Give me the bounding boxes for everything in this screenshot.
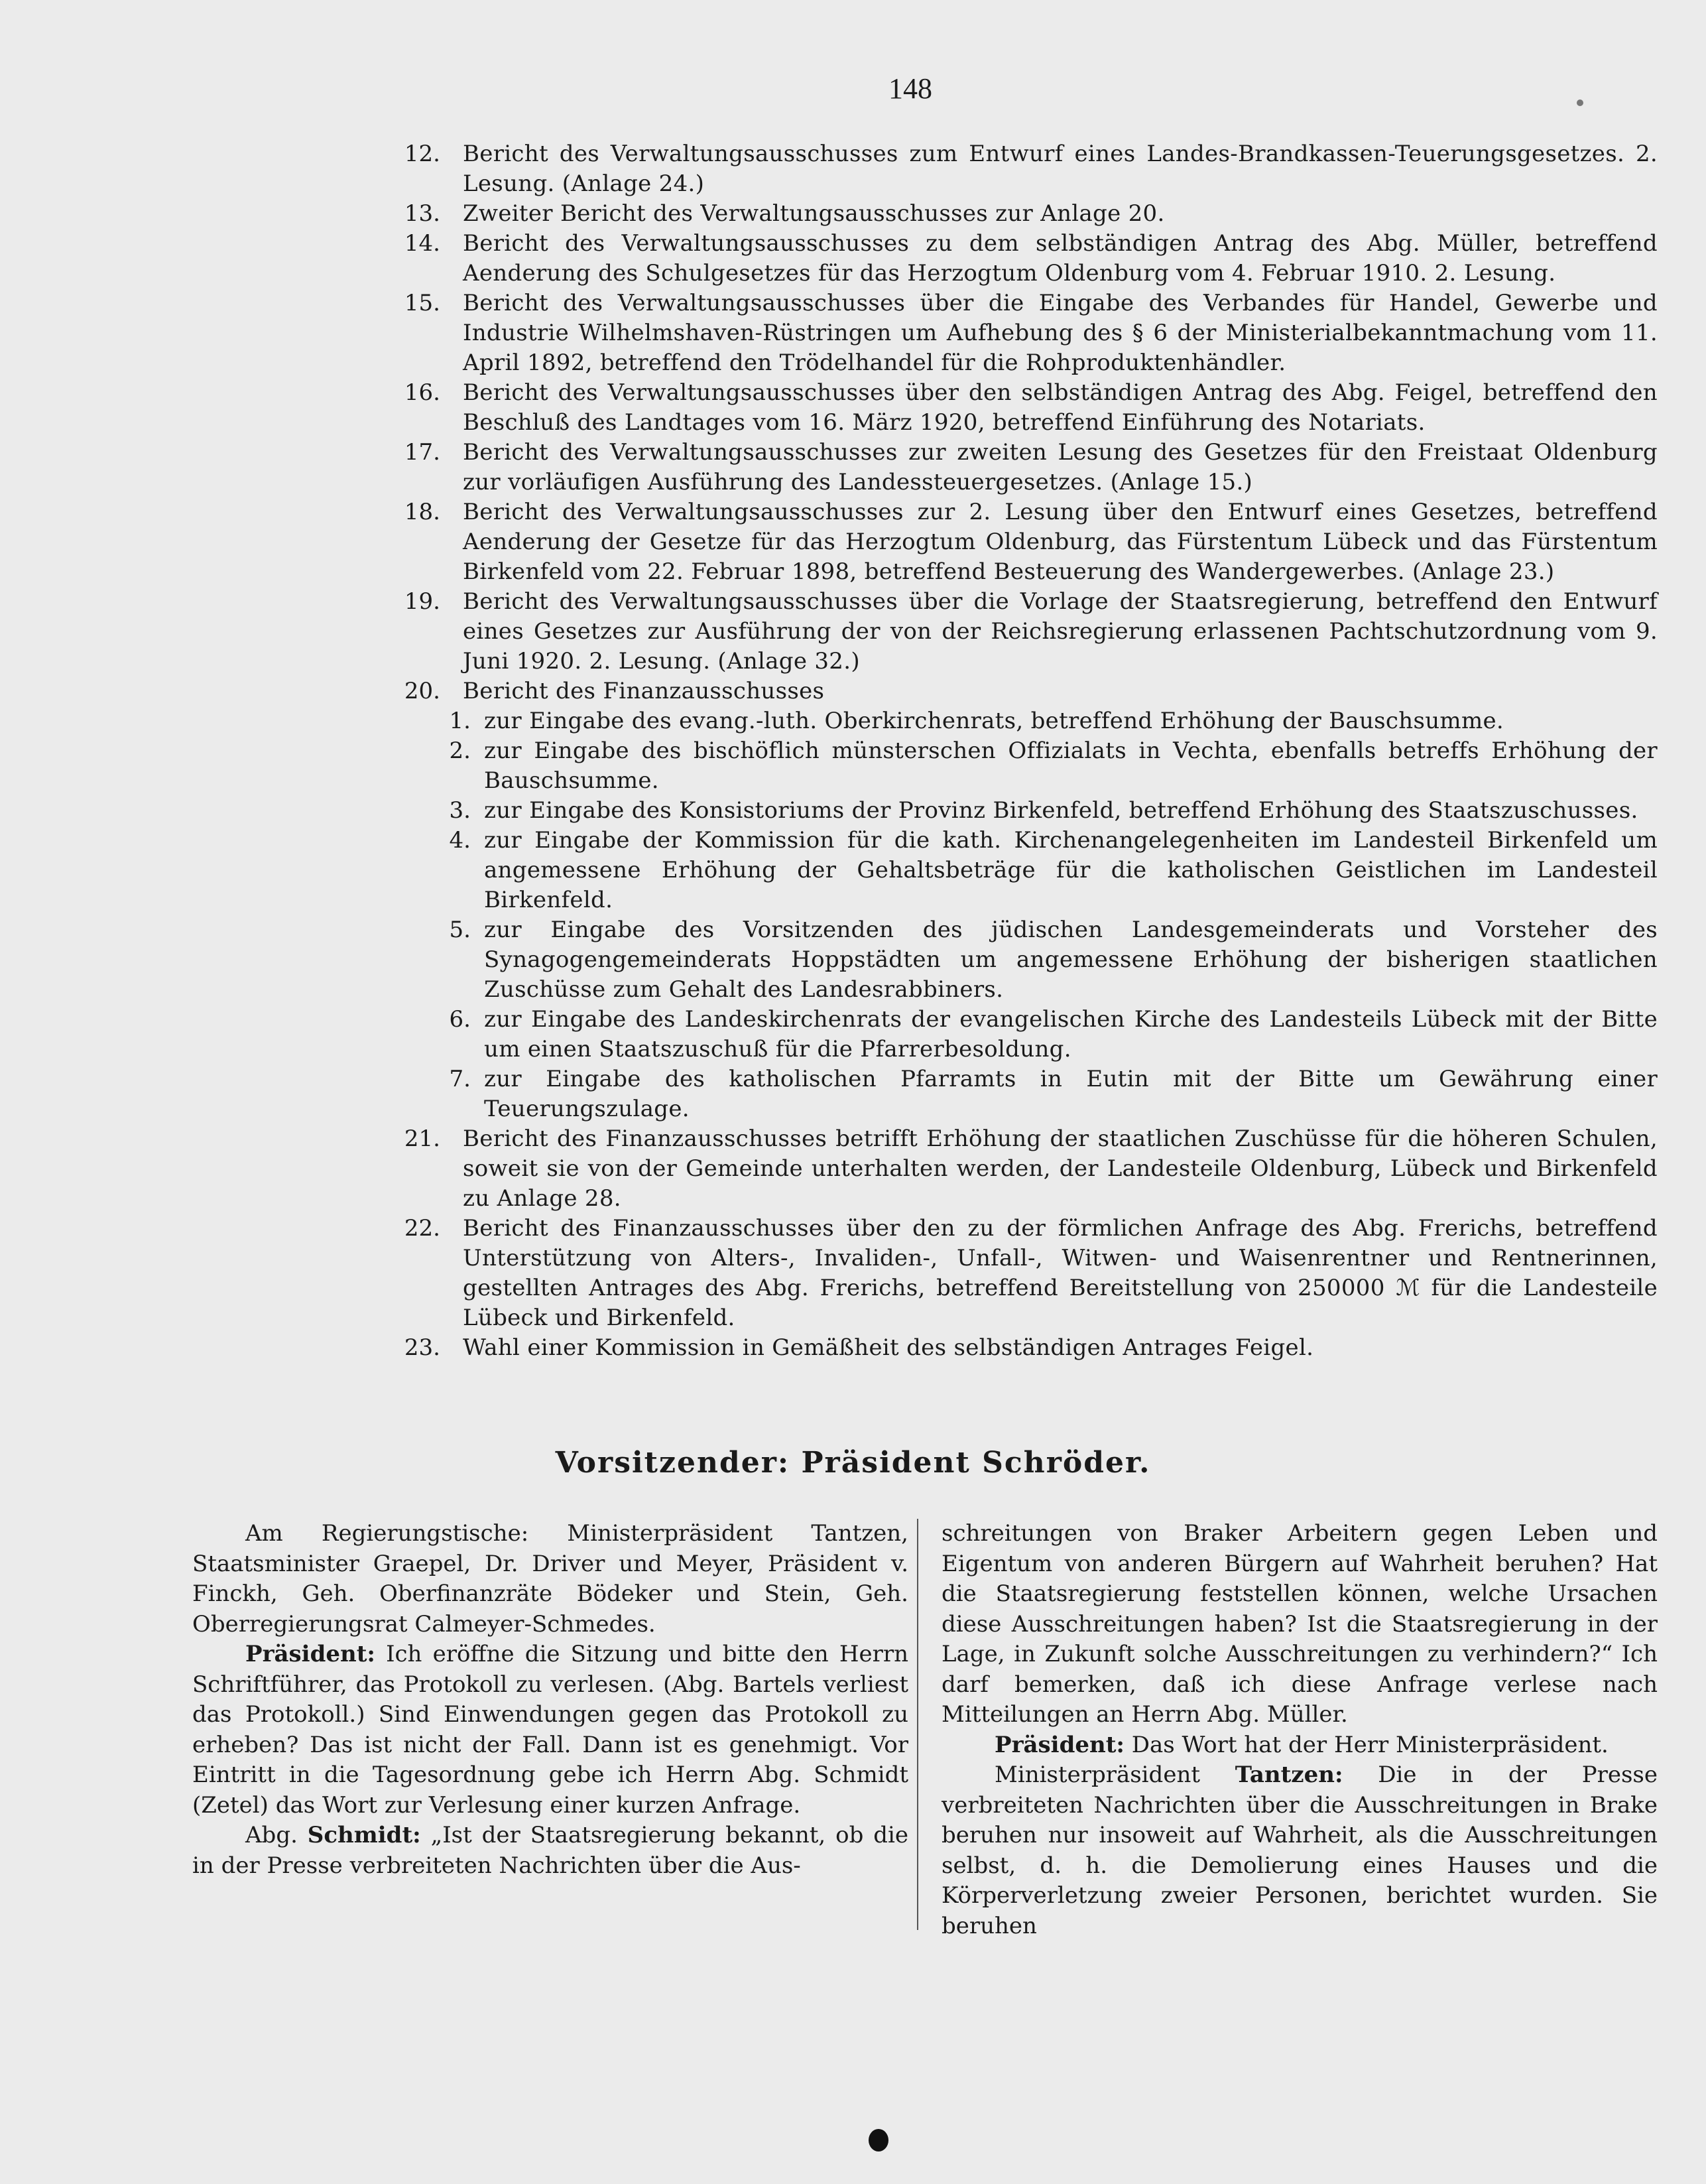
sub-item: [398, 796, 1658, 826]
speech-paragraph: [942, 1760, 1658, 1941]
agenda-item: [398, 1124, 1658, 1214]
speech-paragraph: [192, 1639, 908, 1821]
item-number: 20.: [404, 678, 440, 704]
sub-item-number: 6.: [449, 1006, 471, 1033]
item-text: Wahl einer Kommission in Gemäßheit des selbständigen Antrages Feigel.: [463, 1334, 1314, 1361]
item-text: Zweiter Bericht des Verwaltungsausschusses zur Anlage 20.: [463, 200, 1165, 227]
sub-item-text: zur Eingabe des Landeskirchenrats der evangelischen Kirche des Landesteils Lübeck mit der Bitte um einen Staatszuschuß für die Pfarrerbesoldung.: [484, 1006, 1658, 1062]
item-number: 17.: [404, 439, 440, 466]
item-text: Bericht des Verwaltungsausschusses zur 2. Lesung über den Entwurf eines Gesetzes, betreffend Aenderung der Gesetze für das Herzogtum Oldenburg, das Fürstentum Lübeck und das Fürstentum Birkenfeld vom 22. Februar 1898, betreffend Besteuerung des Wandergewerbes. (Anlage 23.): [463, 499, 1658, 585]
item-text: Bericht des Verwaltungsausschusses über die Eingabe des Verbandes für Handel, Gewerbe und Industrie Wilhelmshaven-Rüstringen um Aufhebung des § 6 der Ministerialbekanntmachung vom 11. April 1892, betreffend den Trödelhandel für die Rohproduktenhändler.: [463, 290, 1658, 376]
sub-item: [398, 1005, 1658, 1064]
agenda-item: [398, 229, 1658, 289]
agenda-item: [398, 139, 1658, 199]
agenda-item: [398, 1214, 1658, 1333]
item-number: 16.: [404, 379, 440, 406]
sub-item-number: 1.: [449, 708, 471, 734]
speech-text: „Ist der Staatsregierung bekannt, ob die in der Presse verbreiteten Nachrichten über die Aus-: [192, 1822, 908, 1879]
agenda-item: [398, 497, 1658, 587]
sub-item: [398, 736, 1658, 796]
speech-text: Ich eröffne die Sitzung und bitte den Herrn Schriftführer, das Protokoll zu verlesen. (Abg. Bartels verliest das Protokoll.) Sind Einwendungen gegen das Protokoll zu erheben? Das ist nicht der Fall. Dann ist es genehmigt. Vor Eintritt in die Tagesordnung gebe ich Herrn Abg. Schmidt (Zetel) das Wort zur Verlesung einer kurzen Anfrage.: [192, 1641, 908, 1819]
item-text: Bericht des Verwaltungsausschusses zu dem selbständigen Antrag des Abg. Müller, betreffend Aenderung des Schulgesetzes für das Herzogtum Oldenburg vom 4. Februar 1910. 2. Lesung.: [463, 230, 1658, 287]
item-number: 15.: [404, 290, 440, 316]
speaker-prefix: Abg.: [245, 1822, 308, 1848]
sub-item-text: zur Eingabe des bischöflich münsterschen Offizialats in Vechta, ebenfalls betreffs Erhöhung der Bauschsumme.: [484, 738, 1658, 794]
sub-item-text: zur Eingabe des evang.-luth. Oberkirchenrats, betreffend Erhöhung der Bauschsumme.: [484, 708, 1504, 734]
item-number: 22.: [404, 1215, 440, 1242]
sub-item-number: 2.: [449, 738, 471, 764]
speaker-name: Tantzen:: [1235, 1762, 1343, 1788]
sub-item-text: zur Eingabe des Vorsitzenden des jüdischen Landesgemeinderats und Vorsteher des Synagogengemeinderats Hoppstädten um angemessene Erhöhung der bisherigen staatlichen Zuschüsse zum Gehalt des Landesrabbiners.: [484, 917, 1658, 1003]
right-column: [942, 1519, 1658, 1941]
agenda-list: [398, 139, 1658, 1363]
item-text: Bericht des Finanzausschusses betrifft Erhöhung der staatlichen Zuschüsse für die höheren Schulen, soweit sie von der Gemeinde unterhalten werden, der Landesteile Oldenburg, Lübeck und Birkenfeld zu Anlage 28.: [463, 1125, 1658, 1212]
sub-item: [398, 826, 1658, 915]
item-number: 21.: [404, 1125, 440, 1152]
agenda-item: [398, 676, 1658, 706]
speaker-name: Präsident:: [245, 1641, 375, 1667]
agenda-item: [398, 438, 1658, 497]
speaker-prefix: Ministerpräsident: [995, 1762, 1235, 1788]
item-number: 13.: [404, 200, 440, 227]
sub-item-text: zur Eingabe des Konsistoriums der Provinz Birkenfeld, betreffend Erhöhung des Staatszuschusses.: [484, 797, 1638, 824]
speaker-name: Präsident:: [995, 1731, 1125, 1758]
item-text: Bericht des Verwaltungsausschusses über die Vorlage der Staatsregierung, betreffend den Entwurf eines Gesetzes zur Ausführung der von der Reichsregierung erlassenen Pachtschutzordnung vom 9. Juni 1920. 2. Lesung. (Anlage 32.): [463, 588, 1658, 674]
speech-continuation: schreitungen von Braker Arbeitern gegen Leben und Eigentum von anderen Bürgern auf Wahrheit beruhen? Hat die Staatsregierung feststellen können, welche Ursachen diese Ausschreitungen haben? Ist die Staatsregierung in der Lage, in Zukunft solche Ausschreitungen zu verhindern?“ Ich darf bemerken, daß ich diese Anfrage verlese nach Mitteilungen an Herrn Abg. Müller.: [942, 1520, 1658, 1728]
sub-item: [398, 915, 1658, 1005]
item-number: 14.: [404, 230, 440, 257]
left-column: [192, 1519, 908, 1881]
item-text: Bericht des Verwaltungsausschusses über den selbständigen Antrag des Abg. Feigel, betreffend den Beschluß des Landtages vom 16. März 1920, betreffend Einführung des Notariats.: [463, 379, 1658, 436]
agenda-item: [398, 1333, 1658, 1363]
page-number: 148: [888, 72, 932, 105]
speaker-name: Schmidt:: [307, 1822, 421, 1848]
item-text: Bericht des Finanzausschusses: [463, 678, 825, 704]
sub-item-text: zur Eingabe des katholischen Pfarramts in Eutin mit der Bitte um Gewährung einer Teuerungszulage.: [484, 1066, 1658, 1122]
sub-item-number: 7.: [449, 1066, 471, 1092]
item-number: 18.: [404, 499, 440, 525]
item-number: 12.: [404, 141, 440, 167]
item-text: Bericht des Verwaltungsausschusses zum Entwurf eines Landes-Brandkassen-Teuerungsgesetzes. 2. Lesung. (Anlage 24.): [463, 141, 1658, 197]
sub-item-number: 4.: [449, 827, 471, 854]
item-text: Bericht des Verwaltungsausschusses zur zweiten Lesung des Gesetzes für den Freistaat Oldenburg zur vorläufigen Ausführung des Landessteuergesetzes. (Anlage 15.): [463, 439, 1658, 495]
item-number: 23.: [404, 1334, 440, 1361]
speech-paragraph: [942, 1730, 1658, 1761]
agenda-item: [398, 199, 1658, 229]
chair-heading: Vorsitzender: Präsident Schröder.: [555, 1446, 1151, 1480]
speech-paragraph: [192, 1821, 908, 1881]
print-speck: [1577, 99, 1583, 106]
agenda-item: [398, 378, 1658, 438]
item-text: Bericht des Finanzausschusses über den zu der förmlichen Anfrage des Abg. Frerichs, betreffend Unterstützung von Alters-, Invaliden-, Unfall-, Witwen- und Waisenrentner und Rentnerinnen, gestellten Antrages des Abg. Frerichs, betreffend Bereitstellung von 250000 ℳ für die Landesteile Lübeck und Birkenfeld.: [463, 1215, 1658, 1331]
sub-item: [398, 706, 1658, 736]
item-number: 19.: [404, 588, 440, 615]
sub-item-number: 5.: [449, 917, 471, 943]
agenda-item: [398, 289, 1658, 378]
sub-item: [398, 1064, 1658, 1124]
speech-text: Die in der Presse verbreiteten Nachrichten über die Ausschreitungen in Brake beruhen nur insoweit auf Wahrheit, als die Ausschreitungen selbst, d. h. die Demolierung eines Hauses und die Körperverletzung zweier Personen, berichtet wurden. Sie beruhen: [942, 1762, 1658, 1939]
speech-text: Das Wort hat der Herr Ministerpräsident.: [1124, 1731, 1609, 1758]
agenda-item: [398, 587, 1658, 676]
sub-item-text: zur Eingabe der Kommission für die kath. Kirchenangelegenheiten im Landesteil Birkenfeld um angemessene Erhöhung der Gehaltsbeträge für die katholischen Geistlichen im Landesteil Birkenfeld.: [484, 827, 1658, 913]
ink-blot: [869, 2129, 888, 2152]
column-divider: [917, 1519, 918, 1930]
government-bench-paragraph: Am Regierungstische: Ministerpräsident Tantzen, Staatsminister Graepel, Dr. Driver und Meyer, Präsident v. Finckh, Geh. Oberfinanzräte Bödeker und Stein, Geh. Oberregierungsrat Calmeyer-Schmedes.: [192, 1520, 908, 1638]
sub-item-number: 3.: [449, 797, 471, 824]
